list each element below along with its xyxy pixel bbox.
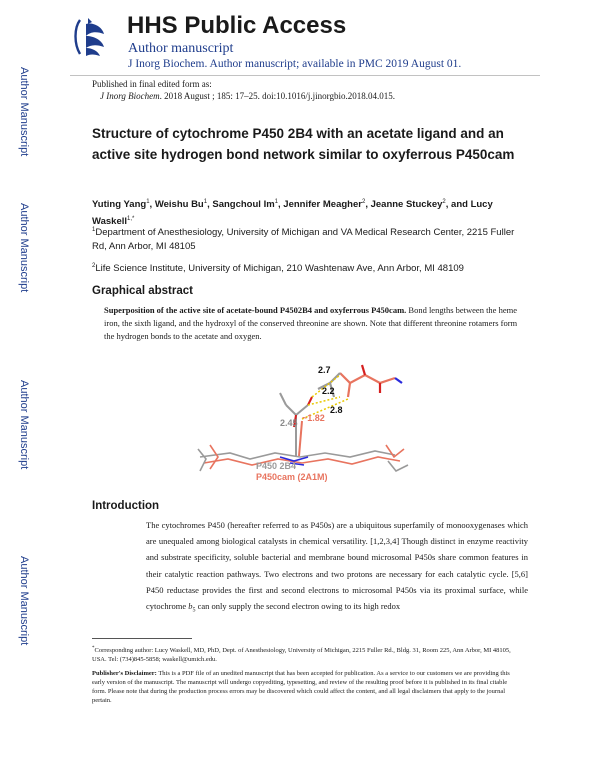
affiliation-number: 2 (92, 263, 96, 269)
citation-details: . 2018 August ; 185: 17–25. doi:10.1016/j.jinorgbio.2018.04.015. (159, 91, 396, 101)
author-affiliation-marker: 1 (146, 199, 150, 205)
caption-lead: Superposition of the active site of acetate-bound P4502B4 and oxyferrous P450cam. (104, 305, 407, 315)
paragraph-text: can only supply the second electron owing to its high redox (195, 601, 401, 612)
author-name: Yuting Yang (92, 199, 147, 211)
caption-body: Bond lengths between the heme iron, the sixth ligand, and the hydroxyl of the conserved threonine are shown. Note that different threonine rotamers form the hydrogen bonds to the acetate and oxygen. (104, 305, 518, 341)
cytochrome-b5-subscript: 5 (192, 607, 196, 614)
author-name: Sangchoul Im (212, 199, 275, 211)
distance-label: 2.45 (280, 418, 298, 428)
author-name: Weishu Bu (154, 199, 204, 211)
author-affiliation-marker: 1,* (127, 216, 135, 223)
sidebar-author-manuscript-label: Author Manuscript (18, 67, 30, 157)
paragraph-text: The cytochromes P450 (hereafter referred to as P450s) are a ubiquitous superfamily of monooxygenases which are unequaled among biological catalysts in chemical versatility. [1,2,3,4] Though distinct in enzyme reactivity and substrate specificity, soluble bacterial and membrane bound microsomal P450s share common features in their catalytic reaction pathways. Two electrons and two protons are necessary for each catalytic cycle. [5,6] P450 reductase provides the first and second electrons to microsomal P450s via its proximal surface, while cytochrome (146, 520, 528, 612)
affiliation-text: Department of Anesthesiology, University of Michigan and VA Medical Research Center, 2215 Fuller Rd, Ann Arbor, MI 48105 (92, 227, 515, 253)
pmc-availability: J Inorg Biochem. Author manuscript; available in PMC 2019 August 01. (128, 58, 462, 70)
distance-label: 2.7 (318, 365, 331, 375)
article-title: Structure of cytochrome P450 2B4 with an acetate ligand and an active site hydrogen bond network similar to oxyferrous P450cam (92, 126, 515, 162)
heme-plane (198, 445, 408, 471)
footnote-divider (92, 638, 192, 639)
sidebar-author-manuscript-label: Author Manuscript (18, 203, 30, 293)
footnote-text: Corresponding author: Lucy Waskell, MD, PhD, Dept. of Anesthesiology, University of Michigan, 2215 Fuller Rd., Bldg. 31, Room 225, Ann Arbor, MI 48105, USA. Tel: (734)845-5858; waskell@umich.edu. (92, 647, 511, 664)
separator: , (278, 199, 284, 211)
active-site-superposition-figure (190, 353, 420, 488)
affiliation (92, 223, 522, 254)
cytochrome-b5-symbol: b (188, 601, 193, 612)
graphical-abstract-caption (104, 304, 524, 343)
sidebar-author-manuscript-label: Author Manuscript (18, 556, 30, 646)
footnote-marker: * (92, 646, 95, 651)
publisher-disclaimer (92, 669, 522, 705)
sidebar-author-manuscript-label: Author Manuscript (18, 380, 30, 470)
author-name: Jennifer Meagher (283, 199, 362, 211)
affiliation-text: Life Science Institute, University of Michigan, 210 Washtenaw Ave, Ann Arbor, MI 48109 (95, 263, 464, 275)
corresponding-author-footnote (92, 644, 522, 664)
introduction-paragraph (146, 517, 528, 619)
author-affiliation-marker: 1 (203, 199, 208, 205)
introduction-heading: Introduction (92, 500, 160, 512)
published-label: Published in final edited form as: (92, 79, 212, 89)
author-affiliation-marker: 2 (361, 199, 366, 205)
affiliation-number: 1 (92, 227, 96, 233)
legend-p450-2b4: P450 2B4 (256, 461, 297, 471)
journal-name: J Inorg Biochem (100, 91, 160, 101)
distance-label: 2.2 (322, 386, 335, 396)
header-divider (70, 75, 540, 76)
disclaimer-text: This is a PDF file of an unedited manuscript that has been accepted for publication. As a service to our customers we are providing this early version of the manuscript. The manuscript will undergo copyediting, typesetting, and review of the resulting proof before it is published in its final citable form. Please note that during the production process errors may be discovered which could affect the content, and all legal disclaimers that apply to the journal pertain. (92, 670, 510, 704)
author-affiliation-marker: 1 (274, 199, 279, 205)
affiliation (92, 259, 522, 276)
author-affiliation-marker: 2 (442, 199, 446, 205)
graphical-abstract-heading: Graphical abstract (92, 285, 193, 297)
distance-label: 2.8 (330, 405, 343, 415)
iron-ligand-bond-cam (299, 421, 302, 456)
citation (100, 91, 395, 101)
distance-label: ~1.82 (302, 413, 325, 423)
separator: , (207, 199, 213, 211)
hhs-title: HHS Public Access (127, 12, 347, 39)
separator: , (149, 199, 155, 211)
manuscript-type: Author manuscript (128, 41, 234, 56)
separator: , and (445, 199, 471, 211)
disclaimer-label: Publisher's Disclaimer: (92, 670, 157, 677)
separator: , (365, 199, 371, 211)
author-name: Lucy Waskell (92, 199, 493, 228)
hhs-eagle-logo-icon (70, 14, 112, 60)
author-name: Jeanne Stuckey (370, 199, 443, 211)
legend-p450cam: P450cam (2A1M) (256, 472, 328, 482)
